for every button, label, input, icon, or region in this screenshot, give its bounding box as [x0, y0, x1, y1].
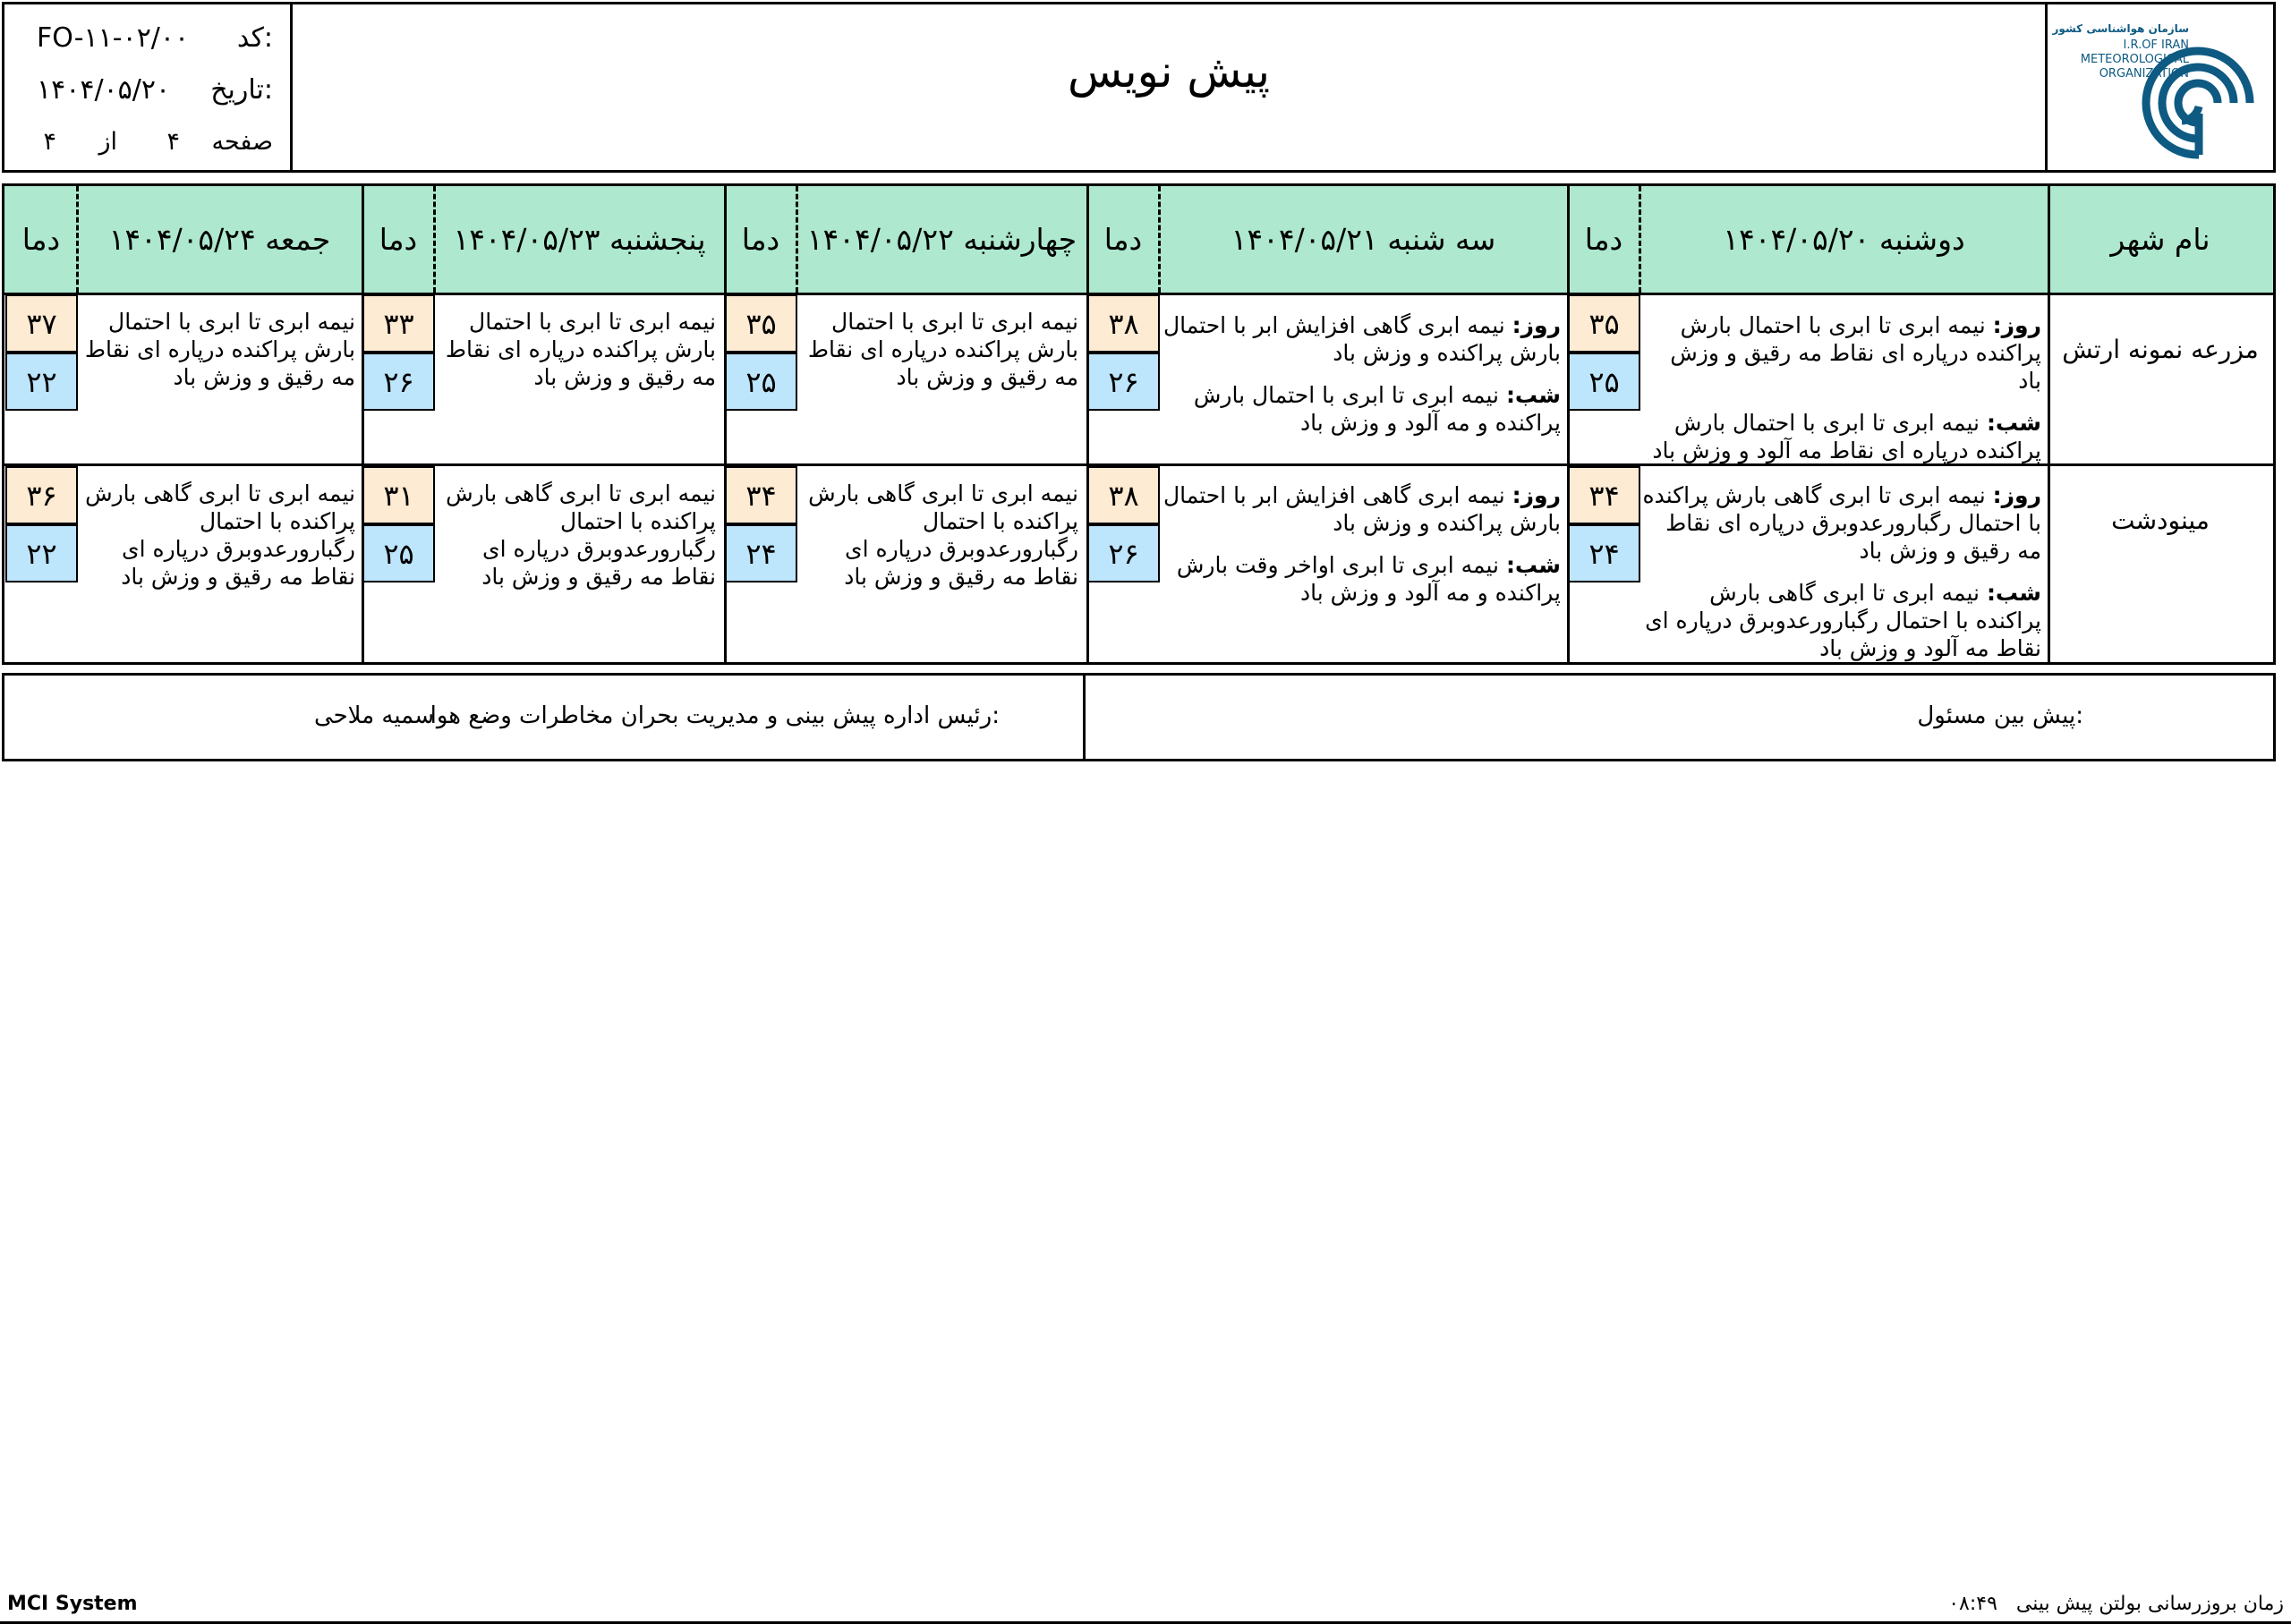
page-row — [4, 117, 293, 167]
min-temp: ۲۲ — [5, 524, 78, 582]
day-forecast: نیمه ابری گاهی افزایش ابر با احتمال بارش پراکنده و وزش باد — [1163, 482, 1561, 536]
forecast-cell: نیمه ابری تا ابری گاهی بارش پراکنده با احتمال رگبارورعدوبرق درپاره ای نقاط مه رقیق و وزش باد — [85, 480, 355, 590]
day-forecast: نیمه ابری تا ابری گاهی بارش پراکنده با احتمال رگبارورعدوبرق درپاره ای نقاط مه رقیق و وزش باد — [1642, 482, 2041, 564]
signature-box — [2, 673, 2276, 761]
day-prefix: روز: — [1992, 312, 2041, 338]
dashed-divider — [796, 186, 798, 293]
temp-header-5: دما — [21, 222, 61, 257]
day-header-3: چهارشنبه ۱۴۰۴/۰۵/۲۲ — [806, 222, 1077, 257]
dashed-divider — [433, 186, 436, 293]
page-number: ۴ — [166, 128, 180, 156]
day-header-5: جمعه ۱۴۰۴/۰۵/۲۴ — [108, 222, 331, 257]
max-temp: ۳۷ — [5, 294, 78, 353]
day-prefix: روز: — [1512, 312, 1561, 338]
city-column-header: نام شهر — [2110, 222, 2210, 257]
page-label: صفحه — [211, 128, 273, 156]
night-forecast: نیمه ابری تا ابری اواخر وقت بارش پراکنده و مه آلود و وزش باد — [1176, 552, 1561, 606]
column-divider — [1086, 186, 1089, 662]
night-prefix: شب: — [1986, 580, 2041, 606]
max-temp: ۳۴ — [1568, 466, 1640, 524]
min-temp: ۲۵ — [725, 353, 797, 411]
document-meta — [4, 4, 293, 170]
department-head-name: سمیه ملاحی — [313, 702, 434, 729]
night-prefix: شب: — [1986, 410, 2041, 436]
logo-text-block — [2053, 10, 2259, 162]
document-header — [2, 2, 2276, 173]
temp-header-1: دما — [1584, 222, 1623, 257]
day-prefix: روز: — [1512, 482, 1561, 508]
code-label: کد: — [236, 22, 273, 54]
update-time-row — [1948, 1593, 2284, 1615]
min-temp: ۲۶ — [1087, 524, 1160, 582]
dashed-divider — [76, 186, 79, 293]
forecast-cell — [1162, 311, 1561, 451]
page-total: ۴ — [43, 128, 56, 156]
min-temp: ۲۵ — [1568, 353, 1640, 411]
min-temp: ۲۶ — [1087, 353, 1160, 411]
forecast-cell: نیمه ابری تا ابری گاهی بارش پراکنده با احتمال رگبارورعدوبرق درپاره ای نقاط مه رقیق و وزش باد — [446, 480, 716, 590]
date-value: ۱۴۰۴/۰۵/۲۰ — [37, 74, 171, 106]
date-row — [4, 65, 293, 115]
logo-text-fa: سازمان هواشناسی کشور — [2052, 22, 2189, 35]
night-forecast: نیمه ابری تا ابری با احتمال بارش پراکنده و مه آلود و وزش باد — [1193, 382, 1561, 436]
day-header-1: دوشنبه ۱۴۰۴/۰۵/۲۰ — [1723, 222, 1965, 257]
temp-header-3: دما — [741, 222, 780, 257]
column-divider — [724, 186, 727, 662]
column-divider — [362, 186, 364, 662]
dashed-divider — [1158, 186, 1161, 293]
logo-text-2: METEOROLOGICAL — [2080, 53, 2189, 66]
forecast-cell: نیمه ابری تا ابری با احتمال بارش پراکنده درپاره ای نقاط مه رقیق و وزش باد — [445, 309, 716, 390]
night-prefix: شب: — [1505, 552, 1561, 578]
organization-logo — [2045, 4, 2273, 170]
max-temp: ۳۸ — [1087, 294, 1160, 353]
date-label: تاریخ: — [210, 74, 273, 106]
update-time: ۰۸:۴۹ — [1948, 1593, 1997, 1615]
forecast-cell: نیمه ابری تا ابری گاهی بارش پراکنده با احتمال رگبارورعدوبرق درپاره ای نقاط مه رقیق و وزش باد — [808, 480, 1078, 590]
max-temp: ۳۵ — [725, 294, 797, 353]
temp-header-4: دما — [379, 222, 418, 257]
max-temp: ۳۴ — [725, 466, 797, 524]
column-divider — [1567, 186, 1570, 662]
system-name: MCI System — [7, 1593, 138, 1615]
code-value: FO-۱۱-۰۲/۰۰ — [37, 22, 190, 54]
day-forecast: نیمه ابری تا ابری با احتمال بارش پراکنده درپاره ای نقاط مه رقیق و وزش باد — [1670, 312, 2041, 394]
page-of-label: از — [98, 128, 117, 156]
forecast-table — [2, 183, 2276, 665]
max-temp: ۳۶ — [5, 466, 78, 524]
signature-divider — [1083, 676, 1086, 759]
column-divider — [2048, 186, 2050, 662]
day-header-2: سه شنبه ۱۴۰۴/۰۵/۲۱ — [1231, 222, 1496, 257]
forecast-cell — [1642, 481, 2041, 676]
max-temp: ۳۱ — [362, 466, 435, 524]
min-temp: ۲۲ — [5, 353, 78, 411]
day-header-4: پنجشنبه ۱۴۰۴/۰۵/۲۳ — [453, 222, 706, 257]
forecast-cell — [1642, 311, 2041, 479]
night-forecast: نیمه ابری تا ابری با احتمال بارش پراکنده درپاره ای نقاط مه آلود و وزش باد — [1652, 410, 2041, 463]
max-temp: ۳۵ — [1568, 294, 1640, 353]
min-temp: ۲۶ — [362, 353, 435, 411]
forecast-cell: نیمه ابری تا ابری با احتمال بارش پراکنده درپاره ای نقاط مه رقیق و وزش باد — [84, 309, 355, 390]
city-name: مینودشت — [2111, 505, 2210, 535]
logo-text-1: I.R.OF IRAN — [2123, 38, 2189, 52]
day-prefix: روز: — [1992, 482, 2041, 508]
code-row — [4, 13, 293, 64]
dashed-divider — [1639, 186, 1641, 293]
city-name: مزرعه نمونه ارتش — [2062, 334, 2259, 364]
forecast-cell — [1162, 481, 1561, 621]
temp-header-2: دما — [1103, 222, 1143, 257]
min-temp: ۲۵ — [362, 524, 435, 582]
update-label: زمان بروزرسانی بولتن پیش بینی — [2015, 1593, 2284, 1615]
department-head-label: رئیس اداره پیش بینی و مدیریت بحران مخاطرات وضع هوا: — [430, 702, 1000, 729]
night-forecast: نیمه ابری تا ابری گاهی بارش پراکنده با احتمال رگبارورعدوبرق درپاره ای نقاط مه آلود و وزش باد — [1645, 580, 2041, 661]
day-forecast: نیمه ابری گاهی افزایش ابر با احتمال بارش پراکنده و وزش باد — [1163, 312, 1561, 366]
night-prefix: شب: — [1505, 382, 1561, 408]
forecast-cell: نیمه ابری تا ابری با احتمال بارش پراکنده درپاره ای نقاط مه رقیق و وزش باد — [807, 309, 1078, 390]
min-temp: ۲۴ — [725, 524, 797, 582]
page-title: پیش نویس — [1067, 46, 1271, 98]
min-temp: ۲۴ — [1568, 524, 1640, 582]
max-temp: ۳۸ — [1087, 466, 1160, 524]
logo-text-3: ORGANIZATION — [2099, 67, 2189, 81]
max-temp: ۳۳ — [362, 294, 435, 353]
forecaster-label: پیش بین مسئول: — [1917, 702, 2083, 729]
